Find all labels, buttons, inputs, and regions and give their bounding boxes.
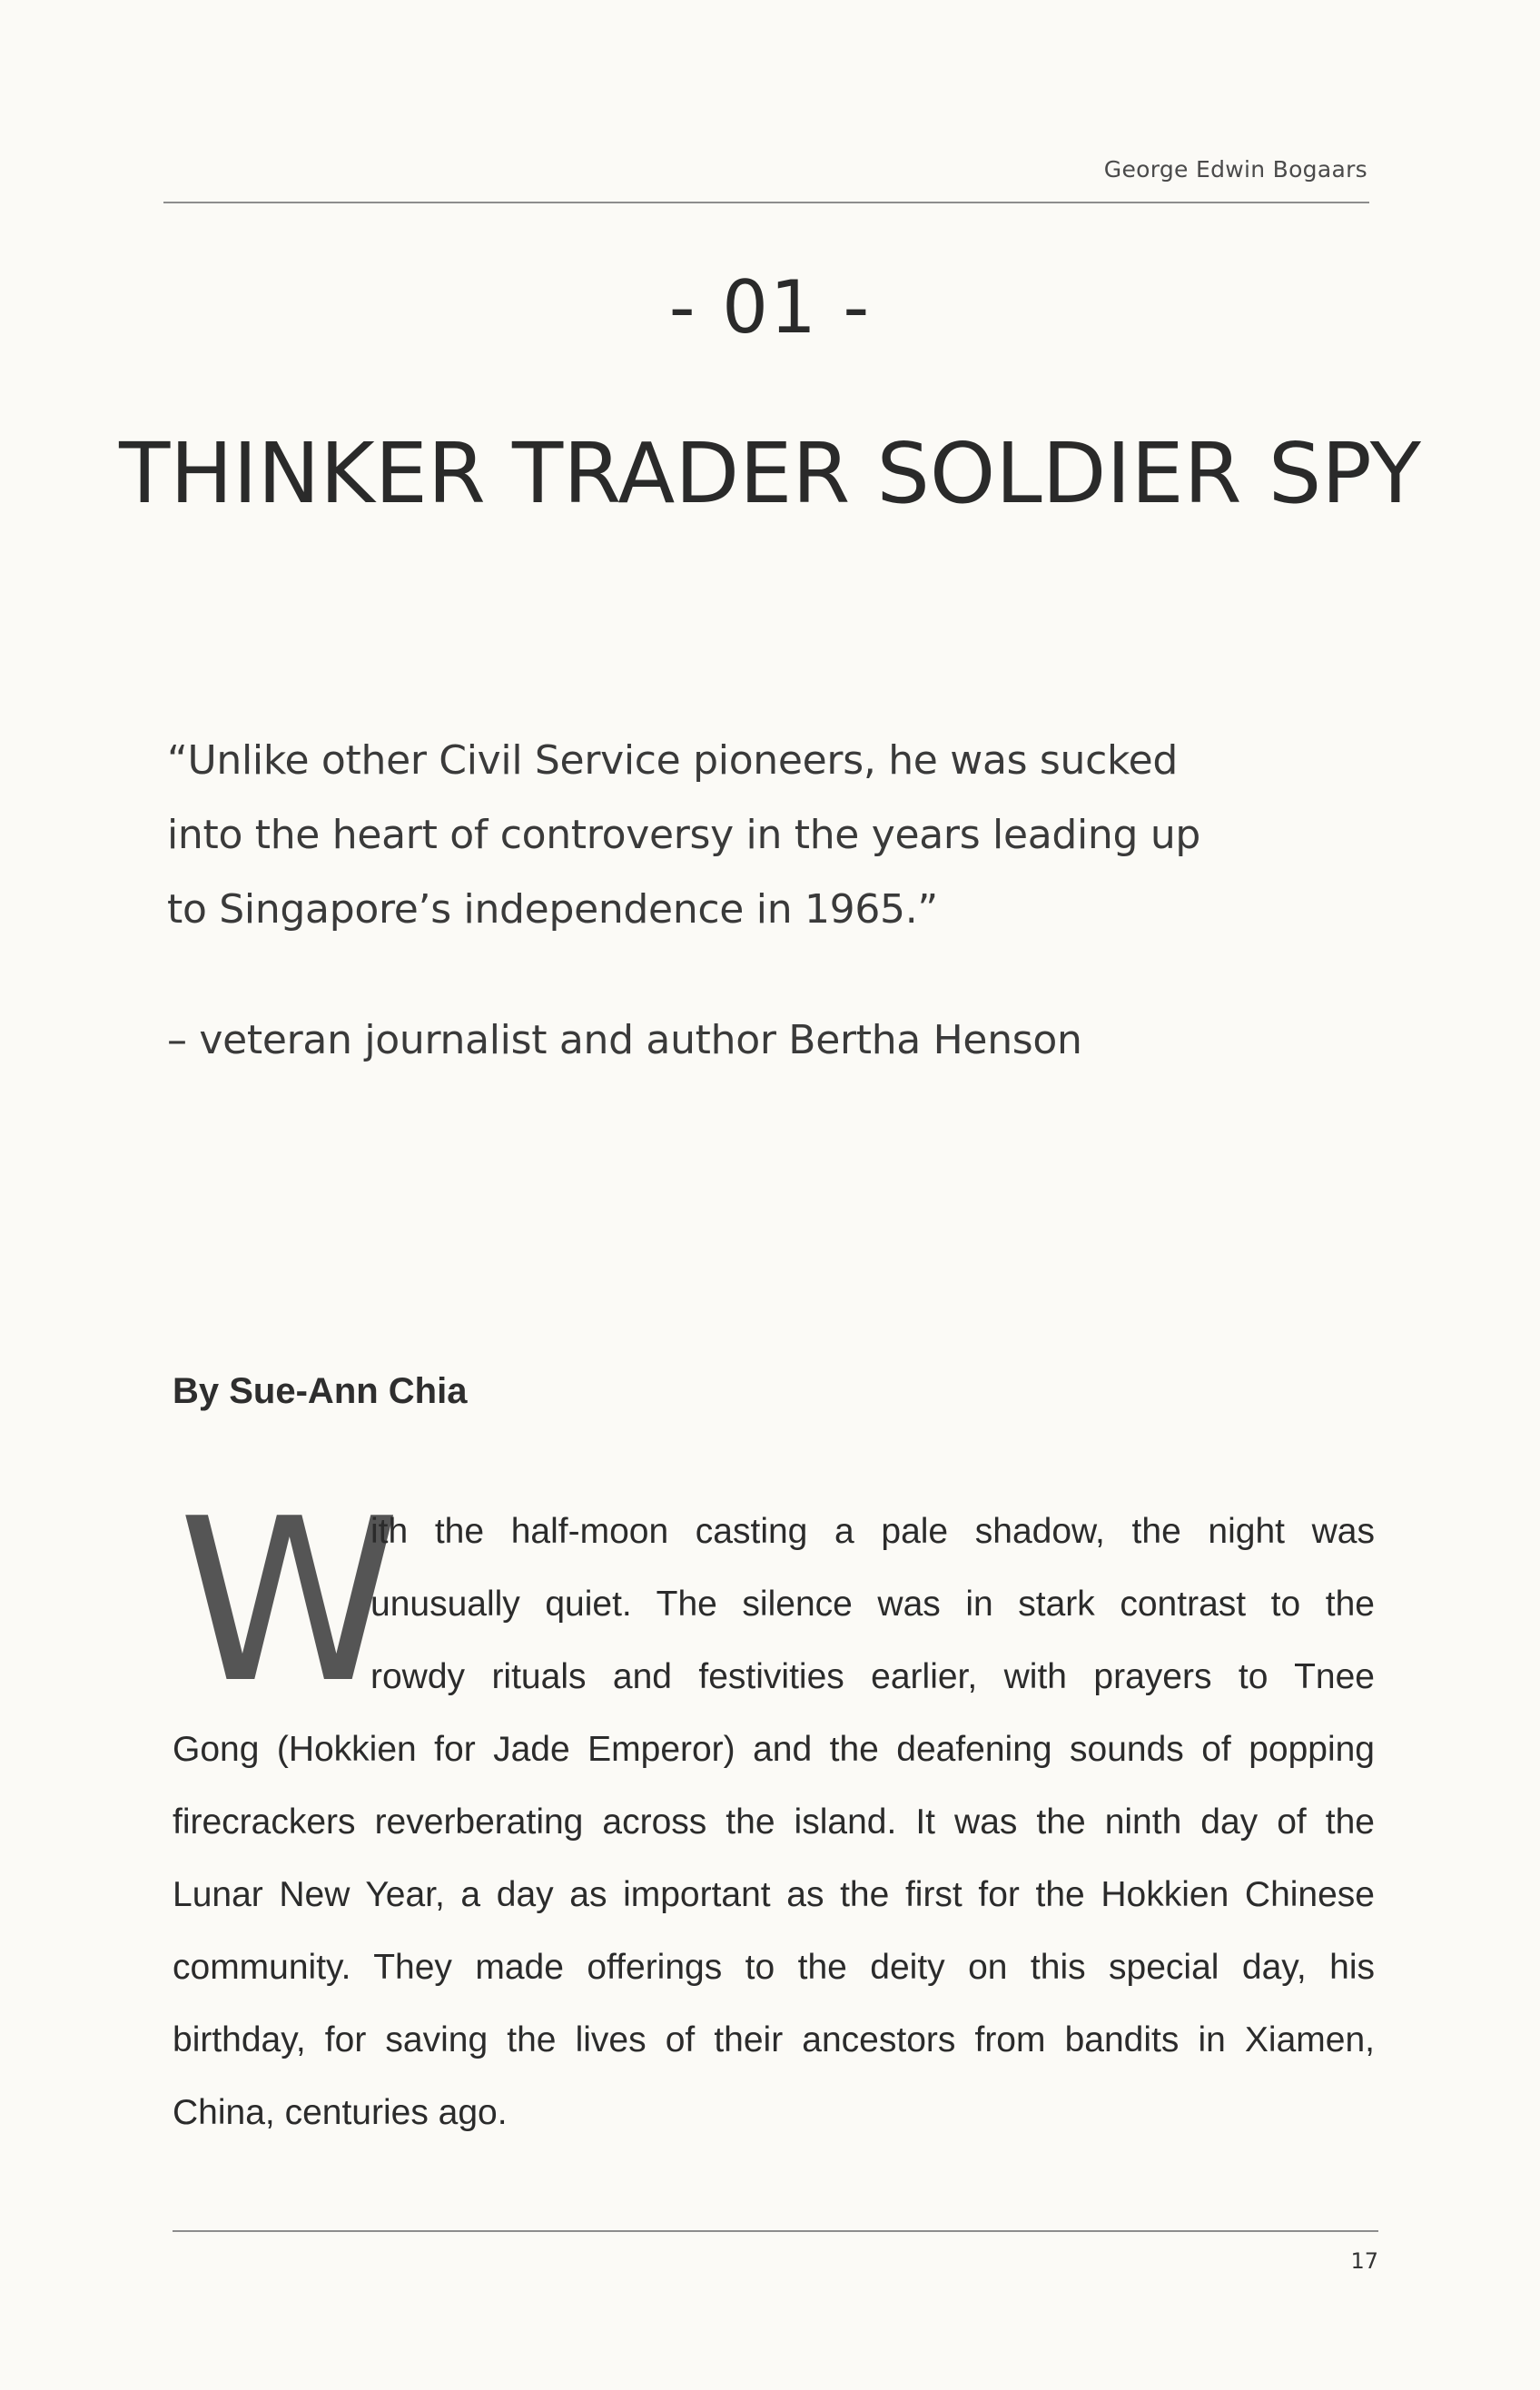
body-line: ith the half-moon casting a pale shadow, the night was <box>370 1512 1375 1551</box>
author-byline: By Sue-Ann Chia <box>173 1371 468 1411</box>
body-line: Gong (Hokkien for Jade Emperor) and the deafening sounds of popping <box>173 1730 1375 1769</box>
footer-rule <box>173 2230 1378 2232</box>
page-number: 17 <box>1350 2248 1378 2274</box>
body-line: rowdy rituals and festivities earlier, with prayers to Tnee <box>370 1657 1375 1696</box>
drop-cap: W <box>178 1471 401 1733</box>
chapter-title: THINKER TRADER SOLDIER SPY <box>119 425 1421 522</box>
epigraph-attribution: – veteran journalist and author Bertha Henson <box>167 1017 1082 1063</box>
body-line: unusually quiet. The silence was in stark contrast to the <box>370 1585 1375 1624</box>
body-line: community. They made offerings to the deity on this special day, his <box>173 1948 1375 1987</box>
epigraph-quote <box>167 724 1220 947</box>
body-line: China, centuries ago. <box>173 2093 508 2132</box>
chapter-number: - 01 - <box>668 265 872 350</box>
epigraph-line: “Unlike other Civil Service pioneers, he was sucked <box>167 737 1179 784</box>
body-line: birthday, for saving the lives of their ancestors from bandits in Xiamen, <box>173 2020 1375 2059</box>
running-header: George Edwin Bogaars <box>1103 156 1367 183</box>
body-line: firecrackers reverberating across the island. It was the ninth day of the <box>173 1802 1375 1842</box>
body-line: Lunar New Year, a day as important as the first for the Hokkien Chinese <box>173 1875 1375 1914</box>
epigraph-line: into the heart of controversy in the years leading up <box>167 812 1201 858</box>
header-rule <box>163 202 1369 203</box>
epigraph-line: to Singapore’s independence in 1965.” <box>167 886 938 933</box>
